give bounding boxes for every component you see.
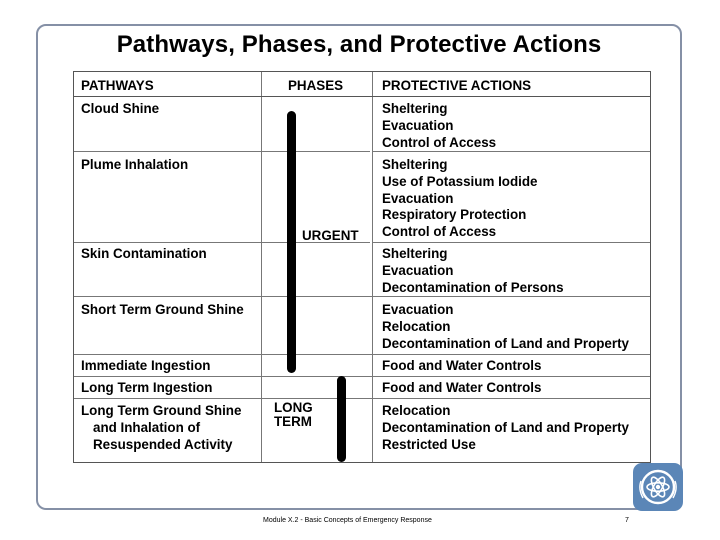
action-item: Restricted Use <box>382 436 476 452</box>
pathway-cell <box>81 157 188 174</box>
actions-cell <box>382 358 541 375</box>
actions-cell <box>382 403 629 453</box>
action-item: Sheltering <box>382 157 448 172</box>
pathway-name: Long Term Ingestion <box>81 380 213 395</box>
action-item: Respiratory Protection <box>382 207 527 223</box>
action-item: Evacuation <box>382 302 454 317</box>
action-item: Control of Access <box>382 224 497 240</box>
long-term-phase-bar <box>337 376 346 462</box>
action-item: Evacuation <box>382 117 454 133</box>
column-divider <box>261 72 262 462</box>
action-item: Evacuation <box>382 262 454 278</box>
footer-module-text: Module X.2 - Basic Concepts of Emergency Response <box>263 517 432 524</box>
actions-cell <box>382 246 564 296</box>
action-item: Use of Potassium Iodide <box>382 173 538 189</box>
action-item: Evacuation <box>382 190 454 206</box>
action-item: Sheltering <box>382 246 448 261</box>
actions-cell <box>382 157 538 241</box>
row-divider <box>74 296 650 297</box>
action-item: Sheltering <box>382 101 448 116</box>
row-divider <box>74 376 650 377</box>
header-pathways: PATHWAYS <box>81 78 154 93</box>
actions-cell <box>382 101 496 151</box>
action-item: Decontamination of Persons <box>382 279 564 295</box>
row-divider <box>74 354 650 355</box>
pathway-cell <box>81 101 159 118</box>
pathway-name: Cloud Shine <box>81 101 160 116</box>
row-divider <box>74 398 650 399</box>
row-divider <box>372 242 650 243</box>
slide-title: Pathways, Phases, and Protective Actions <box>116 31 602 58</box>
pathway-name: Immediate Ingestion <box>81 358 211 373</box>
header-protective-actions: PROTECTIVE ACTIONS <box>382 78 532 93</box>
action-item: Control of Access <box>382 134 497 150</box>
iaea-emblem-icon <box>633 463 683 511</box>
header-divider <box>74 96 650 97</box>
urgent-phase-label: URGENT <box>302 228 359 243</box>
pathway-cell <box>81 380 212 397</box>
action-item: Relocation <box>382 403 451 418</box>
action-item: Food and Water Controls <box>382 358 542 373</box>
actions-cell <box>382 302 629 352</box>
action-item: Relocation <box>382 318 451 334</box>
pathway-name: Short Term Ground Shine <box>81 302 244 317</box>
column-divider <box>372 72 373 462</box>
page-number: 7 <box>625 517 629 524</box>
pathway-cell <box>81 403 241 453</box>
pathway-cell <box>81 358 210 375</box>
pathway-cell <box>81 246 207 263</box>
pathway-name: Long Term Ground Shine <box>81 403 242 418</box>
pathway-name: and Inhalation of <box>93 419 201 435</box>
actions-cell <box>382 380 541 397</box>
header-phases: PHASES <box>288 78 344 93</box>
action-item: Food and Water Controls <box>382 380 542 395</box>
pathway-name: Plume Inhalation <box>81 157 189 172</box>
long-term-phase-label: LONG TERM <box>274 400 313 429</box>
pathway-name: Skin Contamination <box>81 246 207 261</box>
pathway-cell <box>81 302 244 319</box>
urgent-phase-bar <box>287 111 296 373</box>
pathways-table <box>73 71 651 463</box>
action-item: Decontamination of Land and Property <box>382 335 630 351</box>
action-item: Decontamination of Land and Property <box>382 419 630 435</box>
pathway-name: Resuspended Activity <box>93 436 233 452</box>
row-divider <box>74 151 370 152</box>
